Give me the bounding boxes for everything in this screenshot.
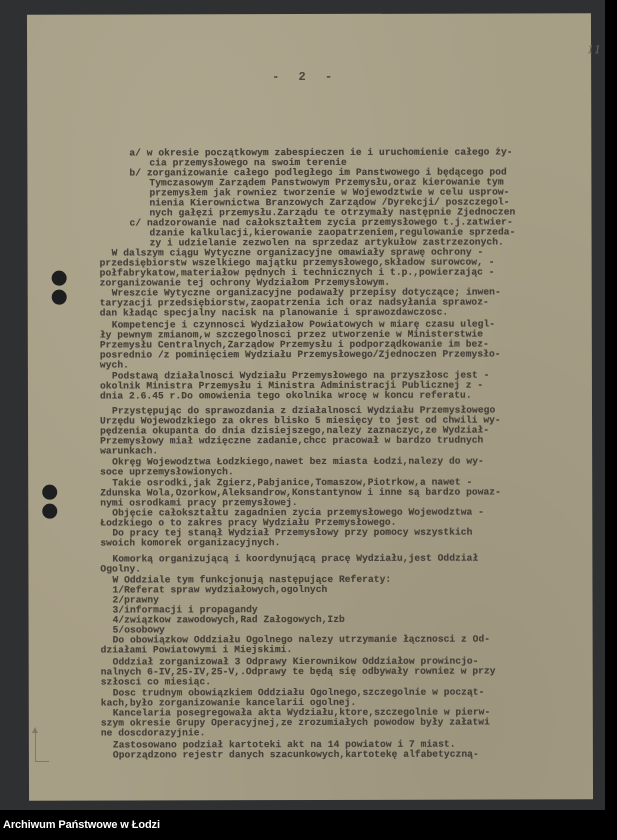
margin-arrow-mark	[35, 730, 49, 762]
text-line: zy i udzielanie zezwolen na sprzedaz artykułow zastrzezonych.	[149, 236, 504, 249]
text-line: a/ w okresie początkowym zabespieczen ie i uruchomienie całego ży-	[129, 146, 513, 159]
document-page	[27, 13, 602, 800]
text-line: szym okresie Grupy Operacyjnej,ze zrozumiałych powodow były załatwi	[100, 716, 490, 729]
text-line: szłosci co miesiąc.	[100, 676, 212, 688]
text-line: ne doscdorazyjnie.	[100, 727, 206, 739]
text-line: Objęcie całokształtu zagadnien zycia przemysłowego Wojewodztwa -	[112, 506, 484, 519]
text-line: działami Powiatowymi i Miejskimi.	[100, 644, 293, 656]
text-line: Kancelaria posegregowała akta Wydziału,ktore,szczegolnie w pierw-	[112, 706, 491, 719]
text-line: soce uprzemysłowionych.	[100, 466, 234, 478]
text-line: okolnik Ministra Przemysłu i Ministra Administracji Publicznej z -	[99, 379, 484, 392]
text-line: dnia 2.6.45 r.Do omowienia tego okolnika wrocę w koncu referatu.	[99, 389, 472, 402]
text-line: Oddział zorganizował 3 Odprawy Kierownikow Oddziałow prowincjo-	[112, 655, 479, 668]
text-line: Komorką organizującą i koordynującą pracę Wydziału,jest Oddział	[112, 552, 479, 565]
text-line: Ogolny.	[100, 563, 142, 575]
text-line: Okręg Wojewodztwa Łodzkiego,nawet bez miasta Łodzi,nalezy do wy-	[112, 455, 484, 468]
text-line: Zdunska Wola,Ozorkow,Aleksandrow,Konstantynow i inne są bardzo powaz-	[100, 486, 501, 499]
text-line: b/ zorganizowanie całego podległego im Panstwowego i będącego pod	[129, 166, 507, 179]
text-line: Takie osrodki,jak Zgierz,Pabjanice,Tomaszow,Piotrkow,a nawet -	[112, 476, 473, 489]
folio-mark: 11	[587, 43, 602, 57]
page-number: - 2 -	[272, 69, 339, 85]
text-line: Kompetencje i czynnosci Wydziałow Powiatowych w miarę czasu ulegl-	[111, 318, 496, 331]
text-line: ły pewnym zmianom,w szczegolnosci przez utworzenie w Ministerstwie	[99, 328, 484, 341]
typewritten-body	[27, 13, 593, 800]
text-line: 2/prawny	[112, 594, 159, 606]
text-line: cia przemysłowego na swoim terenie	[149, 156, 347, 169]
text-line: Urzędu Wojewodzkiego za okres blisko 5 miesięcy to jest od chwili wy-	[100, 414, 501, 427]
text-line: Dosc trudnym obowiązkiem Oddziału Ogolnego,szczegolnie w począt-	[112, 686, 485, 699]
text-line: nych gałęzi przemysłu.Zarządu te otrzymały następnie Zjednoczen	[149, 206, 516, 219]
text-line: przemysłem jak rowniez tworzenie w Wojewodztwie w celu usprow-	[149, 186, 510, 199]
text-line: nienia Kierownictwa Branzowych Zarządow /Dyrekcji/ poszczegol-	[149, 196, 510, 209]
text-line: swoich komorek organizacyjnych.	[100, 537, 281, 549]
text-line: Przemysłowy miał wdzięczne zadanie,chcc pracował w bardzo trudnych	[100, 434, 484, 447]
text-line: W Oddziale tym funkcjonują następujące Referaty:	[112, 573, 392, 586]
text-line: Tymczasowym Zarządem Panstwowym Przemysłu,oraz kierowanie tym	[149, 176, 504, 189]
text-line: posrednio /z pominięciem Wydziału Przemysłowego/Zjednoczen Przemysło-	[99, 348, 501, 361]
text-line: 3/informacji i propagandy	[112, 604, 258, 616]
text-line: Zastosowano podział kartoteki akt na 14 powiatow i 7 miast.	[112, 738, 456, 751]
text-line: dan kładąc specjalny nacisk na planowanie i sprawozdawczosc.	[99, 306, 449, 319]
text-line: Przystępując do sprawozdania z działalnosci Wydziału Przemysłowego	[111, 404, 496, 417]
text-line: zorganizowanie tej ochrony Wydziałom Przemysłowym.	[99, 276, 391, 289]
text-line: Do obowiązkow Oddziału Ogolnego nalezy utrzymanie łącznosci z Od-	[112, 633, 491, 646]
text-line: Oporządzono rejestr danych szacunkowych,kartotekę alfabetyczną-	[112, 748, 479, 761]
text-line: Przemysłu Centralnych,Zarządow Przemysłu i podporządkowanie im bez-	[99, 338, 489, 351]
text-line: Podstawą działalnosci Wydziału Przemysłowego na przyszłosc jest -	[111, 369, 490, 382]
text-line: taryzacji przedsiębiorstw,zaopatrzenia ich oraz nadsyłania sprawoz-	[99, 296, 489, 309]
text-line: pędzenia okupanta do dnia dzisiejszego,nalezy zaznaczyc,ze Wydział-	[100, 424, 490, 437]
text-line: 4/związkow zawodowych,Rad Załogowych,Izb	[112, 613, 345, 626]
text-line: warunkach.	[100, 445, 159, 457]
text-line: 5/osobowy	[112, 624, 165, 636]
text-line: Wreszcie Wytyczne organizacyjne podawały przepisy dotyczące; inwen-	[111, 286, 501, 299]
text-line: przedsiębiorstw wszelkiego majątku przemysłowego,składow surowcow, -	[99, 256, 495, 269]
text-line: nymi osrodkami pracy przemysłowej.	[100, 497, 298, 509]
text-line: c/ nadzorowanie nad całokształtem zycia przemysłowego t.j.zatwier-	[129, 216, 513, 229]
text-line: Łodzkiego o to zakres pracy Wydziału Przemysłowego.	[100, 516, 397, 529]
text-line: nalnych 6-IV,25-IV,25-V,.Odprawy te będą się odbywały rowniez w przy	[100, 665, 496, 678]
archive-caption: Archiwum Państwowe w Łodzi	[3, 819, 160, 831]
text-line: 1/Referat spraw wydziałowych,ogolnych	[112, 583, 328, 596]
text-line: W dalszym ciągu Wytyczne organizacyjne omawiały sprawę ochrony -	[111, 246, 484, 259]
text-line: wych.	[99, 359, 129, 371]
text-line: kach,było zorganizowanie kancelarii ogolnej.	[100, 696, 357, 709]
text-line: dzanie kalkulacji,kierowanie zaopatrzeniem,regulowanie sprzeda-	[149, 226, 516, 239]
text-line: Do pracy tej stanął Wydział Przemysłowy przy pomocy wszystkich	[112, 526, 473, 539]
text-line: połfabrykatow,materiałow pędnych i technicznych i t.p.,powierzając -	[99, 266, 495, 279]
